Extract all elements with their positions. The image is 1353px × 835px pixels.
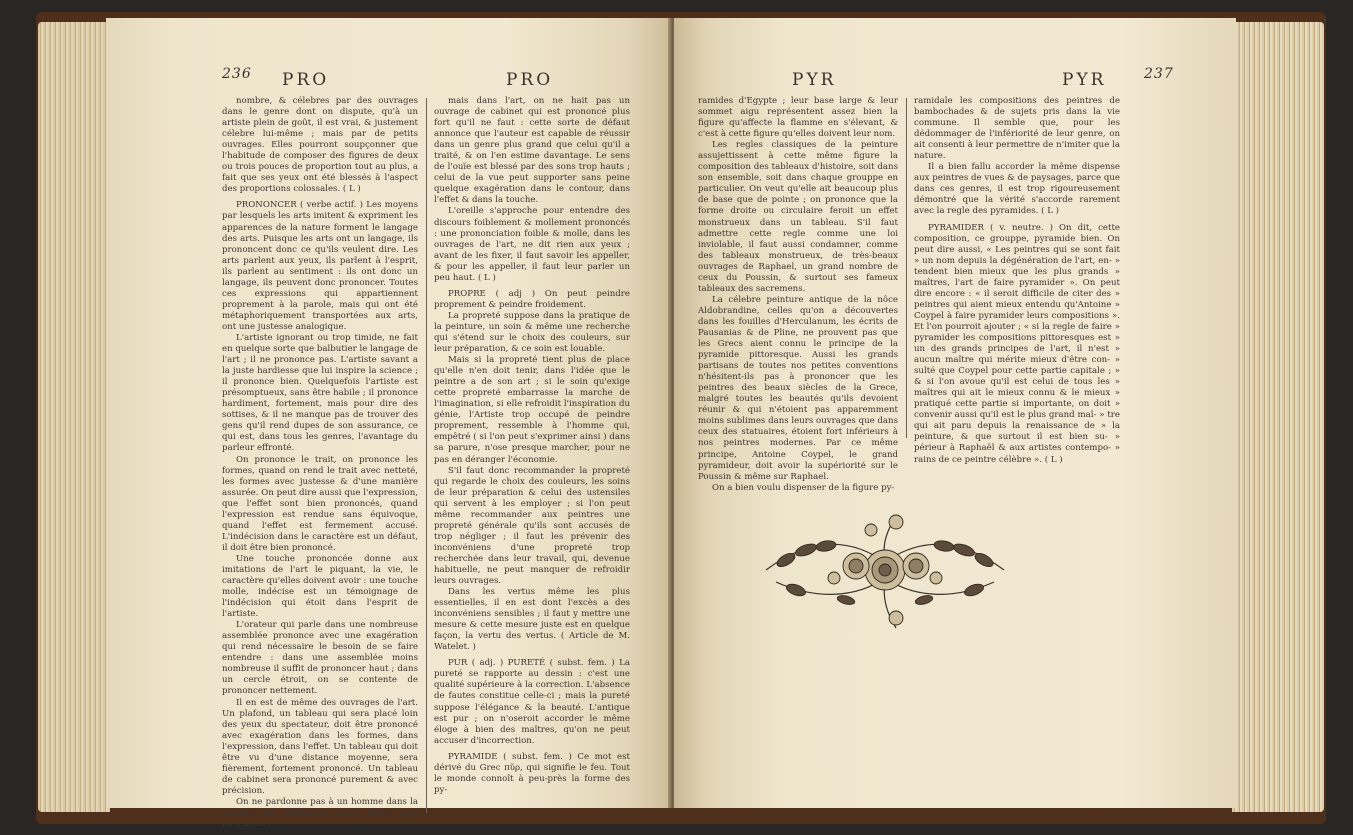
paragraph: Il a bien fallu accorder la même dispense aux peintres de vues & de paysages, parce que dans ces genres, il est trop rigoureusement démontré que la vérité s'accorde rarement avec la regle des pyramides. ( L ) (914, 162, 1120, 217)
entry-prononcer: PRONONCER ( verbe actif. ) Les moyens par lesquels les arts imitent & expriment les apparences de la nature forment le langage des arts. Puisque les arts ont un langage, ils prononcent donc ce qu'ils veulent dire. Les arts parlent aux yeux, ils parlent à l'esprit, ils parlent au sentiment : ils ont donc un langage, ils peuvent donc prononcer. Toutes ces expressions qui appartiennent proprement à la parole, mais qui ont été métaphoriquement transportées aux arts, ont une justesse analogique. (222, 200, 418, 332)
paragraph: On prononce le trait, on prononce les formes, quand on rend le trait avec netteté, les formes avec justesse & d'une manière assurée. On peut dire aussi que l'expression, que l'effet sont bien prononcés, quand l'expression est rendue sans équivoque, quand l'effet est fermement accusé. L'indécision dans le caractère est un défaut, il doit être bien prononcé. (222, 454, 418, 553)
paragraph: Mais si la propreté tient plus de place qu'elle n'en doit tenir, dans l'idée que le peintre a de son art ; si le soin qu'exige cette propreté embarrasse la marche de l'imagination, si elle refroidit l'inspiration du génie, l'Artiste trop occupé de peindre proprement, ressemble à l'homme qui, empêtré ( si l'on peut s'exprimer ainsi ) dans sa parure, n'ose presque marcher, pour ne pas en déranger l'économie. (434, 355, 630, 465)
paragraph: Dans les vertus même les plus essentielles, il en est dont l'excès a des inconvéniens sensibles ; il faut y mettre une mesure & cette mesure juste est en quelque façon, la vertu des vertus. ( Article de M. Watelet. ) (434, 587, 630, 653)
page-edges-right (1232, 22, 1324, 812)
page-edges-left (38, 22, 110, 812)
running-head-left-2: PRO (506, 70, 554, 90)
paragraph: Une touche prononcée donne aux imitations de l'art le piquant, la vie, le caractère qu'elles doivent avoir : une touche molle, indécise est un témoignage de l'indécision qui étoit dans l'esprit de l'artiste. (222, 553, 418, 620)
paragraph: ramidale les compositions des peintres de bambochades & de sujets pris dans la vie commune. Il semble que, pour les dédommager de l'infériorité de leur genre, on ait consenti à leur permettre de n'imiter que la nature. (914, 96, 1120, 162)
paragraph: Il en est de même des ouvrages de l'art. Un plafond, un tableau qui sera placé loin des yeux du spectateur, doit être prononcé avec exagération dans les formes, dans l'expression, dans l'effet. Un tableau qui doit être vu d'une distance moyenne, sera fièrement, fortement prononcé. Un tableau de cabinet sera prononcé purement & avec précision. (222, 697, 418, 796)
paragraph: On a bien voulu dispenser de la figure py- (712, 482, 895, 493)
right-page-column-1 (698, 96, 898, 494)
paragraph: La propreté suppose dans la pratique de la peinture, un soin & même une recherche qui s'étend sur le choix des couleurs, sur leur préparation, & ce soin est louable. (434, 310, 630, 355)
paragraph: nombre, & célebres par des ouvrages dans le genre dont on dispute, qu'à un artiste plein de goût, il est vrai, & justement célebre lui-même ; mais par de petits ouvrages. Elles pourront soupçonner que l'habitude de composer des figures de deux ou trois pouces de proportion tout au plus, a fait que ses yeux ont été blessés à l'aspect des proportions colossales. ( L ) (222, 96, 418, 195)
left-page-column-2 (434, 96, 630, 796)
entry-propre: PROPRE ( adj ) On peut peindre proprement & peindre froidement. (434, 288, 630, 310)
paragraph: On ne pardonne pas à un homme dans la société de prononcer trop haut, trop fortement ; (222, 796, 418, 830)
paragraph: mais dans l'art, on ne hait pas un ouvrage de cabinet qui est prononcé plus fort qu'il ne faut : cette sorte de défaut annonce que l'auteur est capable de réussir dans un genre plus grand que celui qu'il a traité, & on l'en estime davantage. Le sens de l'ouïe est blessé par des sons trop hauts ; celui de la vue peut supporter sans peine quelque exagération dans le contour, dans l'effet & dans la touche. (434, 96, 630, 206)
paragraph: L'artiste ignorant ou trop timide, ne fait en quelque sorte que balbutier le langage de l'art ; il ne prononce pas. L'artiste savant a la juste hardiesse que lui inspire la science ; il prononce bien. Quelquefois l'artiste est présomptueux, sans être habile ; il prononce hardiment, fortement, mais pour dire des sottises, & il ne manque pas de trouver des gens qu'il rend dupes de son assurance, ce qui est, dans tous les genres, l'avantage du parleur effronté. (222, 332, 418, 454)
right-page-column-2 (914, 96, 1120, 466)
paragraph: ramides d'Egypte ; leur base large & leur sommet aigu représentent assez bien la figure qu'affecte la flamme en s'élevant, & c'est à cette figure qu'elles doivent leur nom. (698, 96, 898, 140)
floral-ornament (746, 500, 1024, 640)
running-head-right-1: PYR (792, 70, 837, 90)
entry-pur: PUR ( adj. ) PURETÉ ( subst. fem. ) La pureté se rapporte au dessin : c'est une qualité supérieure à la correction. L'absence de fautes constitue celle-ci ; mais la pureté suppose l'élégance & la beauté. L'antique est pur ; on n'oseroit accorder le même éloge à bien des maîtres, qu'on ne peut accuser d'incorrection. (434, 658, 630, 746)
column-rule-right (906, 98, 907, 438)
running-head-left-1: PRO (282, 70, 330, 90)
running-head-right-2: PYR (1062, 70, 1107, 90)
paragraph: Les regles classiques de la peinture assujettissent à cette même figure la composition des tableaux d'histoire, soit dans son ensemble, soit dans chaque grouppe en particulier. On veut qu'elle ait beaucoup plus de base que de pointe ; on prononce que la forme droite ou circulaire feroit un effet monstrueux dans un tableau. S'il faut admettre cette regle comme une loi inviolable, il faut aussi condamner, comme des tableaux monstrueux, de très-beaux ouvrages de Raphael, un grand nombre de ceux du Poussin, & surtout ses fameux tableaux des sacremens. (698, 140, 898, 294)
left-page (106, 18, 672, 830)
paragraph: La célebre peinture antique de la nôce Aldobrandine, celles qu'on a découvertes dans les fouilles d'Herculanum, les écrits de Pausanias & de Pline, ne prouvent pas que les Grecs aient connu le principe de la pyramide pittoresque. Aussi les grands partisans de toutes nos petites conventions n'hésitent-ils pas à prononcer que les peintres des beaux siècles de la Grece, malgré toutes les beautés qu'ils devoient réunir & qui n'étoient pas apparemment moins sublimes dans leurs ouvrages que dans ceux des statuaires, étoient fort inférieurs à nos peintres modernes. Par ce même principe, Antoine Coypel, le grand pyramideur, doit avoir la supériorité sur le Poussin & même sur Raphael. (698, 294, 898, 482)
paragraph: L'orateur qui parle dans une nombreuse assemblée prononce avec une exagération qui rend nécessaire le besoin de se faire entendre : dans une assemblée moins nombreuse il suffit de prononcer haut ; dans un cercle étroit, on se contente de prononcer nettement. (222, 620, 418, 697)
entry-pyramide: PYRAMIDE ( subst. fem. ) Ce mot est dérivé du Grec πῦρ, qui signifie le feu. Tout le monde connoît à peu-près la forme des py- (434, 751, 630, 795)
left-page-column-1 (222, 96, 418, 830)
right-page (674, 18, 1236, 808)
page-number-left: 236 (222, 66, 252, 82)
entry-pyramider: PYRAMIDER ( v. neutre. ) On dit, cette composition, ce grouppe, pyramide bien. On peut dire aussi, « Les peintres qui se sont fait » un nom depuis la dégénération de l'art, en- » tendent bien mieux que les plus grands » maîtres, l'art de faire pyramider ». On peut dire encore : « il seroit difficile de citer des » peintres qui aient mieux entendu qu'Antoine » Coypel à faire pyramider leurs compositions ». Et l'on pourroit ajouter ; « si la regle de faire » pyramider les compositions pittoresques est » un des grands principes de l'art, il n'est » aucun maître qui mérite mieux d'être con- » sulté que Coypel pour cette partie capitale ; » & si l'on avoue qu'il est celui de tous les » maîtres qui ait le mieux connu & le mieux » pratiqué cette partie si importante, on doit » convenir aussi qu'il est le plus grand maî- » tre qui ait paru depuis la renaissance de » la peinture, & que surtout il est bien su- » périeur à Raphaël & aux artistes contempo- » rains de ce peintre célèbre ». ( L ) (914, 222, 1120, 465)
page-number-right: 237 (1144, 66, 1174, 82)
paragraph: L'oreille s'approche pour entendre des discours foiblement & mollement prononcés : une prononciation foible & molle, dans les ouvrages de l'art, ne dit rien aux yeux ; avant de les fixer, il faut savoir les appeller, & pour les appeller, il faut leur parler un peu haut. ( L ) (434, 206, 630, 283)
paragraph: S'il faut donc recommander la propreté qui regarde le choix des couleurs, les soins de leur préparation & celui des ustensiles qui servent à les employer ; si l'on peut même recommander aux peintres une propreté générale qu'ils sont accusés de trop négliger ; il faut les prévenir des inconvéniens d'une propreté trop recherchée dans leur travail, qui, devenue habituelle, ne peut manquer de refroidir leurs ouvrages. (434, 465, 630, 587)
column-rule-left (426, 98, 427, 813)
